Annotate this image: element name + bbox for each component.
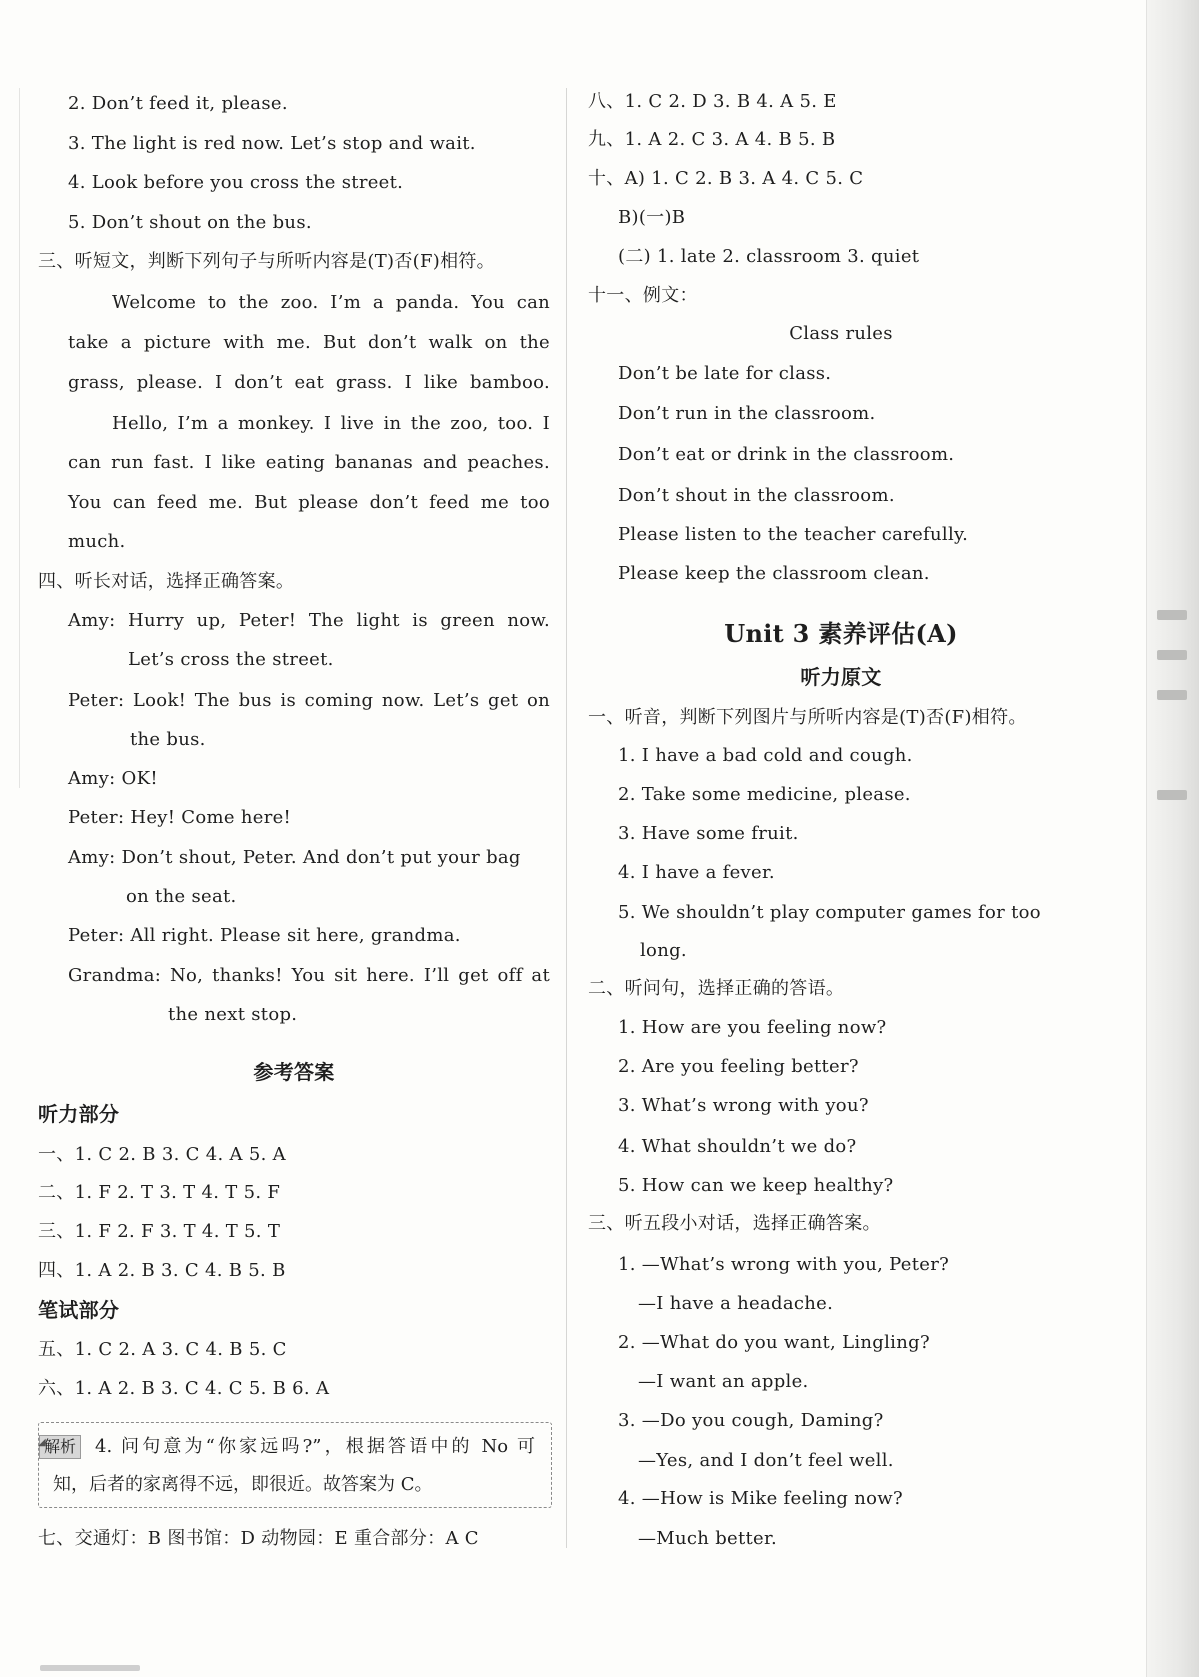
section-heading: 三、听五段小对话，选择正确答案。	[588, 1213, 881, 1234]
list-item: 3. The light is red now. Let’s stop and wait.	[68, 133, 476, 154]
list-item: 5. How can we keep healthy?	[618, 1175, 894, 1196]
passage-line: You can feed me. But please don’t feed me too	[68, 492, 550, 513]
answer-row: (二) 1. late 2. classroom 3. quiet	[618, 246, 920, 267]
part-label: 听力部分	[38, 1102, 120, 1126]
dialogue-line: Let’s cross the street.	[128, 649, 334, 670]
edge-mark	[1157, 690, 1187, 700]
list-item: 3. What’s wrong with you?	[618, 1095, 869, 1116]
list-item: 5. Don’t shout on the bus.	[68, 212, 312, 233]
answer-row: 五、1. C 2. A 3. C 4. B 5. C	[38, 1339, 287, 1360]
unit-title: Unit 3 素养评估(A)	[724, 619, 958, 648]
analysis-tag: ◢ 解析	[39, 1435, 81, 1459]
dialogue-line: the next stop.	[168, 1004, 298, 1025]
list-item: —Much better.	[638, 1528, 777, 1549]
list-item: 4. —How is Mike feeling now?	[618, 1488, 903, 1509]
essay-line: Don’t run in the classroom.	[618, 403, 876, 424]
list-item: 4. I have a fever.	[618, 862, 775, 883]
list-item: 3. Have some fruit.	[618, 823, 799, 844]
list-item: 2. —What do you want, Lingling?	[618, 1332, 930, 1353]
passage-line: can run fast. I like eating bananas and peaches.	[68, 452, 550, 473]
analysis-line: 4. 问句意为“你家远吗?”，根据答语中的 No 可	[95, 1436, 535, 1457]
list-item: 2. Take some medicine, please.	[618, 784, 911, 805]
answer-row: 四、1. A 2. B 3. C 4. B 5. B	[38, 1260, 286, 1281]
list-item: long.	[640, 940, 687, 961]
dialogue-line: Peter: All right. Please sit here, grandma.	[68, 925, 461, 946]
edge-mark	[1157, 610, 1187, 620]
edge-mark	[1157, 650, 1187, 660]
margin-line	[19, 88, 20, 788]
section-heading: 三、听短文，判断下列句子与所听内容是(T)否(F)相符。	[38, 251, 495, 272]
section-heading: 一、听音，判断下列图片与所听内容是(T)否(F)相符。	[588, 707, 1027, 728]
list-item: 1. How are you feeling now?	[618, 1017, 887, 1038]
essay-line: Don’t eat or drink in the classroom.	[618, 444, 955, 465]
dialogue-line: Amy: Hurry up, Peter! The light is green now.	[68, 610, 550, 631]
essay-line: Don’t shout in the classroom.	[618, 485, 895, 506]
answer-row: B)(一)B	[618, 207, 686, 228]
dialogue-line: on the seat.	[126, 886, 237, 907]
passage-line: Welcome to the zoo. I’m a panda. You can	[112, 292, 550, 313]
analysis-line: 知，后者的家离得不远，即很近。故答案为 C。	[53, 1474, 433, 1495]
answer-row: 十、A) 1. C 2. B 3. A 4. C 5. C	[588, 168, 864, 189]
essay-line: Please listen to the teacher carefully.	[618, 524, 969, 545]
answer-row: 二、1. F 2. T 3. T 4. T 5. F	[38, 1182, 281, 1203]
list-item: 3. —Do you cough, Daming?	[618, 1410, 884, 1431]
part-label: 笔试部分	[38, 1298, 120, 1322]
essay-line: Please keep the classroom clean.	[618, 563, 930, 584]
dialogue-line: Grandma: No, thanks! You sit here. I’ll get off at	[68, 965, 550, 986]
dialogue-line: Amy: OK!	[68, 768, 158, 789]
column-divider	[566, 88, 567, 1548]
list-item: —I have a headache.	[638, 1293, 834, 1314]
list-item: 4. What shouldn’t we do?	[618, 1136, 857, 1157]
dialogue-line: Amy: Don’t shout, Peter. And don’t put your bag	[68, 847, 521, 868]
passage-line: much.	[68, 531, 126, 552]
answer-row: 十一、例文：	[588, 285, 698, 306]
answers-title: 参考答案	[253, 1060, 335, 1084]
passage-line: take a picture with me. But don’t walk on the	[68, 332, 550, 353]
list-item: 1. —What’s wrong with you, Peter?	[618, 1254, 950, 1275]
answer-row: 三、1. F 2. F 3. T 4. T 5. T	[38, 1221, 281, 1242]
list-item: 2. Don’t feed it, please.	[68, 93, 288, 114]
page-edge	[1146, 0, 1199, 1677]
list-item: 5. We shouldn’t play computer games for too	[618, 902, 1041, 923]
list-item: 1. I have a bad cold and cough.	[618, 745, 913, 766]
edge-mark	[1157, 790, 1187, 800]
section-heading: 四、听长对话，选择正确答案。	[38, 571, 295, 592]
section-heading: 二、听问句，选择正确的答语。	[588, 978, 845, 999]
answer-row: 七、交通灯：B 图书馆：D 动物园：E 重合部分：A C	[38, 1528, 479, 1549]
dialogue-line: the bus.	[130, 729, 206, 750]
list-item: —I want an apple.	[638, 1371, 809, 1392]
dialogue-line: Peter: Look! The bus is coming now. Let’s get on	[68, 690, 550, 711]
dialogue-line: Peter: Hey! Come here!	[68, 807, 292, 828]
analysis-note	[38, 1422, 552, 1508]
answer-row: 一、1. C 2. B 3. C 4. A 5. A	[38, 1144, 286, 1165]
corner-mark-icon: ◢	[38, 1437, 46, 1448]
passage-line: Hello, I’m a monkey. I live in the zoo, too. I	[112, 413, 550, 434]
list-item: 2. Are you feeling better?	[618, 1056, 859, 1077]
passage-line: grass, please. I don’t eat grass. I like bamboo.	[68, 372, 550, 393]
answer-row: 六、1. A 2. B 3. C 4. C 5. B 6. A	[38, 1378, 330, 1399]
essay-line: Don’t be late for class.	[618, 363, 832, 384]
transcript-title: 听力原文	[800, 665, 882, 689]
footer-mark	[40, 1665, 140, 1671]
list-item: 4. Look before you cross the street.	[68, 172, 404, 193]
list-item: —Yes, and I don’t feel well.	[638, 1450, 894, 1471]
answer-row: 九、1. A 2. C 3. A 4. B 5. B	[588, 129, 836, 150]
answer-row: 八、1. C 2. D 3. B 4. A 5. E	[588, 91, 837, 112]
essay-title: Class rules	[789, 323, 893, 344]
